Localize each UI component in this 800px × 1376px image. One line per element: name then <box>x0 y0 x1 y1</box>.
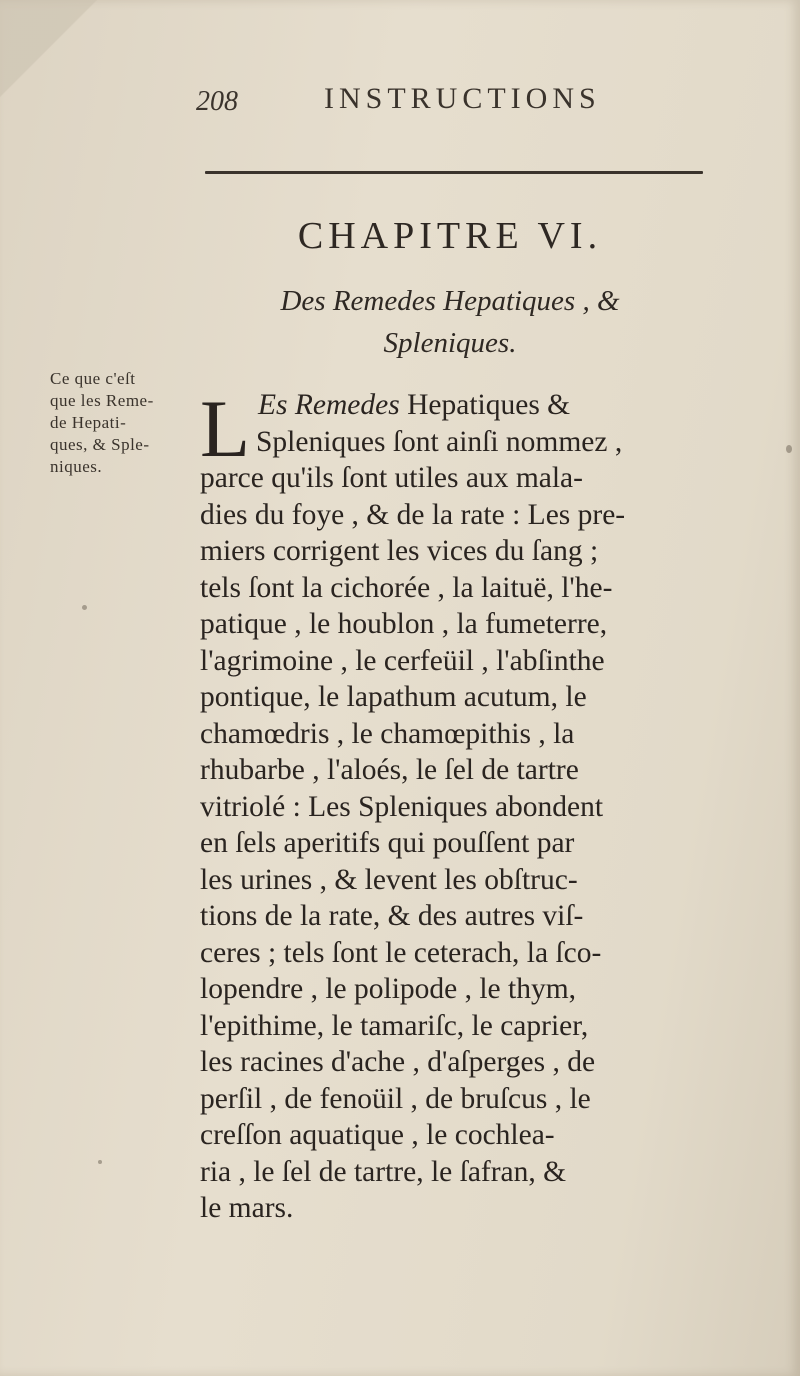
paper-speck <box>98 1160 102 1164</box>
text-line: les racines d'ache , d'aſperges , de <box>200 1046 596 1078</box>
text-line: miers corrigent les vices du ſang ; <box>200 535 599 567</box>
text-line: vitriolé : Les Spleniques abondent <box>200 790 604 823</box>
margin-note-line: Ce que c'eſt <box>50 369 136 388</box>
text-line: ria , le ſel de tartre, le ſafran, & <box>200 1155 567 1188</box>
text-line: ceres ; tels ſont le ceterach, la ſco- <box>200 936 602 969</box>
body-paragraph <box>200 383 720 1227</box>
text-line: Spleniques ſont ainſi nommez , <box>256 425 623 458</box>
text-line: dies du foye , & de la rate : Les pre- <box>200 498 626 531</box>
text-line: creſſon aquatique , le cochlea- <box>200 1119 555 1151</box>
paper-speck <box>82 605 87 610</box>
chapter-subtitle <box>200 280 700 364</box>
margin-note-line: niques. <box>50 457 103 476</box>
text-line: les urines , & levent les obſtruc- <box>200 863 578 896</box>
text-line: parce qu'ils ſont utiles aux mala- <box>200 462 583 494</box>
chapter-heading: CHAPITRE VI. <box>297 215 603 257</box>
text-line: lopendre , le polipode , le thym, <box>200 973 577 1005</box>
text-line: l'epithime, le tamariſc, le caprier, <box>200 1009 589 1042</box>
text-line: l'agrimoine , le cerfeüil , l'abſinthe <box>200 644 605 677</box>
text-line: chamœdris , le chamœpithis , la <box>200 717 575 750</box>
text-line: tions de la rate, & des autres viſ- <box>200 900 584 932</box>
text-line: pontique, le lapathum acutum, le <box>200 681 587 713</box>
paper-speck <box>786 445 792 453</box>
text-line: tels ſont la cichorée , la laituë, l'he- <box>200 571 613 604</box>
text-line <box>200 387 720 424</box>
margin-note <box>50 368 190 478</box>
text-line: perſil , de fenoüil , de bruſcus , le <box>200 1082 591 1115</box>
drop-cap: L <box>200 383 251 474</box>
subtitle-line: Des Remedes Hepatiques , & <box>280 285 620 317</box>
first-line-roman: Hepatiques & <box>407 389 571 421</box>
header-rule <box>205 171 703 174</box>
margin-note-line: de Hepati- <box>50 413 127 432</box>
text-line: le mars. <box>200 1192 294 1224</box>
text-line: patique , le houblon , la fumeterre, <box>200 608 608 640</box>
running-head-title: INSTRUCTIONS <box>324 82 601 115</box>
first-line-italic: Es Remedes <box>258 389 400 421</box>
folded-corner-shadow <box>0 0 100 100</box>
page-number: 208 <box>196 86 238 117</box>
margin-note-line: ques, & Sple- <box>50 435 150 454</box>
running-head <box>196 82 636 122</box>
margin-note-line: que les Reme- <box>50 391 154 410</box>
subtitle-line: Spleniques. <box>383 327 517 359</box>
text-line: en ſels aperitifs qui pouſſent par <box>200 827 575 859</box>
text-line: rhubarbe , l'aloés, le ſel de tartre <box>200 754 579 786</box>
